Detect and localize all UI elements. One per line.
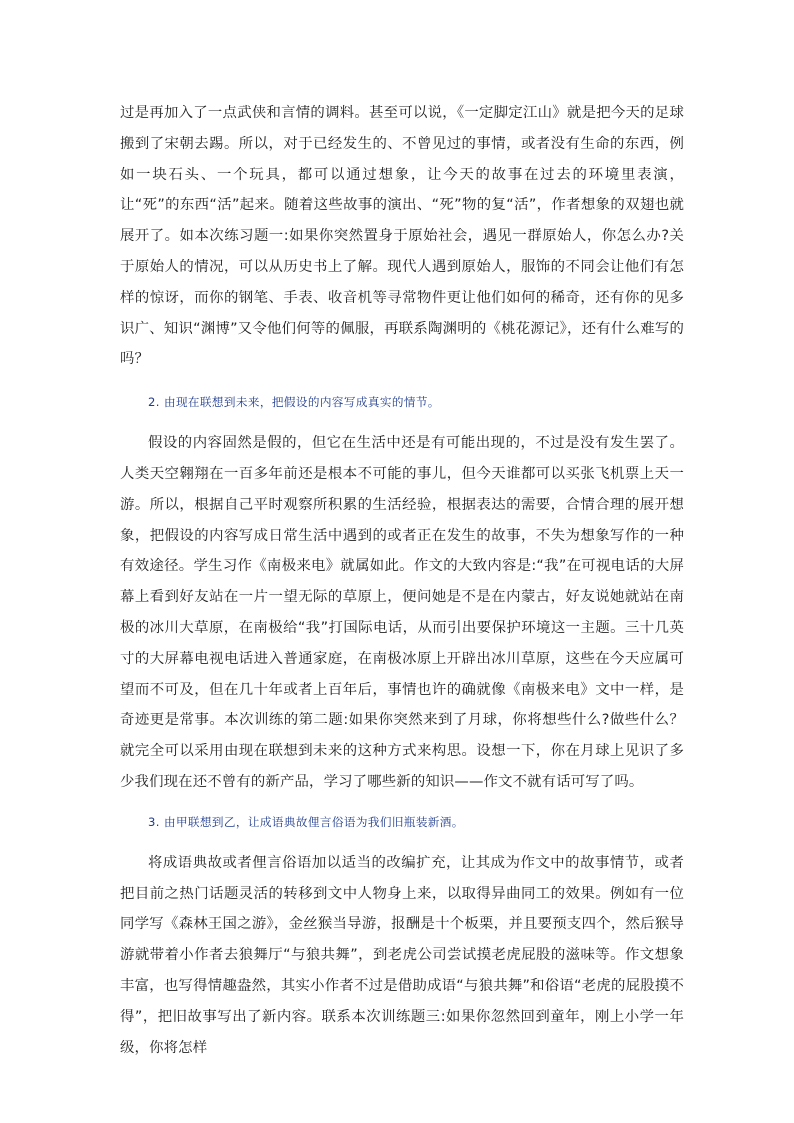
- section-heading-idioms-new-wine: 3. 由甲联想到乙，让成语典故俚言俗语为我们旧瓶装新酒。: [148, 814, 464, 829]
- paragraph-hypothesis-to-reality: 假设的内容固然是假的，但它在生活中还是有可能出现的，不过是没有发生罢了。人类天空翱翔在一百多年前还是根本不可能的事儿，但今天谁都可以买张飞机票上天一游。所以，根据自己平时观察所积累的生活经验，根据表达的需要，合情合理的展开想象，把假设的内容写成日常生活中遇到的或者正在发生的故事，不失为想象写作的一种有效途径。学生习作《南极来电》就属如此。作文的大致内容是:“我”在可视电话的大屏幕上看到好友站在一片一望无际的草原上，便问她是不是在内蒙古，好友说她就站在南极的冰川大草原，在南极给“我”打国际电话，从而引出要保护环境这一主题。三十几英寸的大屏幕电视电话进入普通家庭，在南极冰原上开辟出冰川草原，这些在今天应属可望而不可及，但在几十年或者上百年后，事情也许的确就像《南极来电》文中一样，是奇迹更是常事。本次训练的第二题:如果你突然来到了月球，你将想些什么?做些什么？就完全可以采用由现在联想到未来的这种方式来构思。设想一下，你在月球上见识了多少我们现在还不曾有的新产品，学习了哪些新的知识——作文不就有话可写了吗。: [120, 435, 684, 790]
- document-body: [120, 98, 684, 1063]
- paragraph-idiom-adaptation: 将成语典故或者俚言俗语加以适当的改编扩充，让其成为作文中的故事情节，或者把目前之热门话题灵活的转移到文中人物身上来，以取得异曲同工的效果。例如有一位同学写《森林王国之游》，金丝猴当导游，报酬是十个板栗，并且要预支四个，然后猴导游就带着小作者去狼舞厅“与狼共舞”，到老虎公司尝试摸老虎屁股的滋味等。作文想象丰富，也写得情趣盎然，其实小作者不过是借助成语“与狼共舞”和俗语“老虎的屁股摸不得”，把旧故事写出了新内容。联系本次训练题三:如果你忽然回到童年，刚上小学一年级，你将怎样: [120, 854, 684, 1056]
- section-heading-present-to-future: 2. 由现在联想到未来，把假设的内容写成真实的情节。: [148, 395, 440, 410]
- paragraph-primitive-society: 过是再加入了一点武侠和言情的调料。甚至可以说，《一定脚定江山》就是把今天的足球搬到了宋朝去踢。所以，对于已经发生的、不曾见过的事情，或者没有生命的东西，例如一块石头、一个玩具，都可以通过想象，让今天的故事在过去的环境里表演，让“死”的东西“活”起来。随着这些故事的演出、“死”物的复“活”，作者想象的双翅也就展开了。如本次练习题一:如果你突然置身于原始社会，遇见一群原始人，你怎么办?关于原始人的情况，可以从历史书上了解。现代人遇到原始人，服饰的不同会让他们有怎样的惊讶，而你的钢笔、手表、收音机等寻常物件更让他们如何的稀奇，还有你的见多识广、知识“渊博”又令他们何等的佩服，再联系陶渊明的《桃花源记》，还有什么难写的吗？: [120, 105, 684, 368]
